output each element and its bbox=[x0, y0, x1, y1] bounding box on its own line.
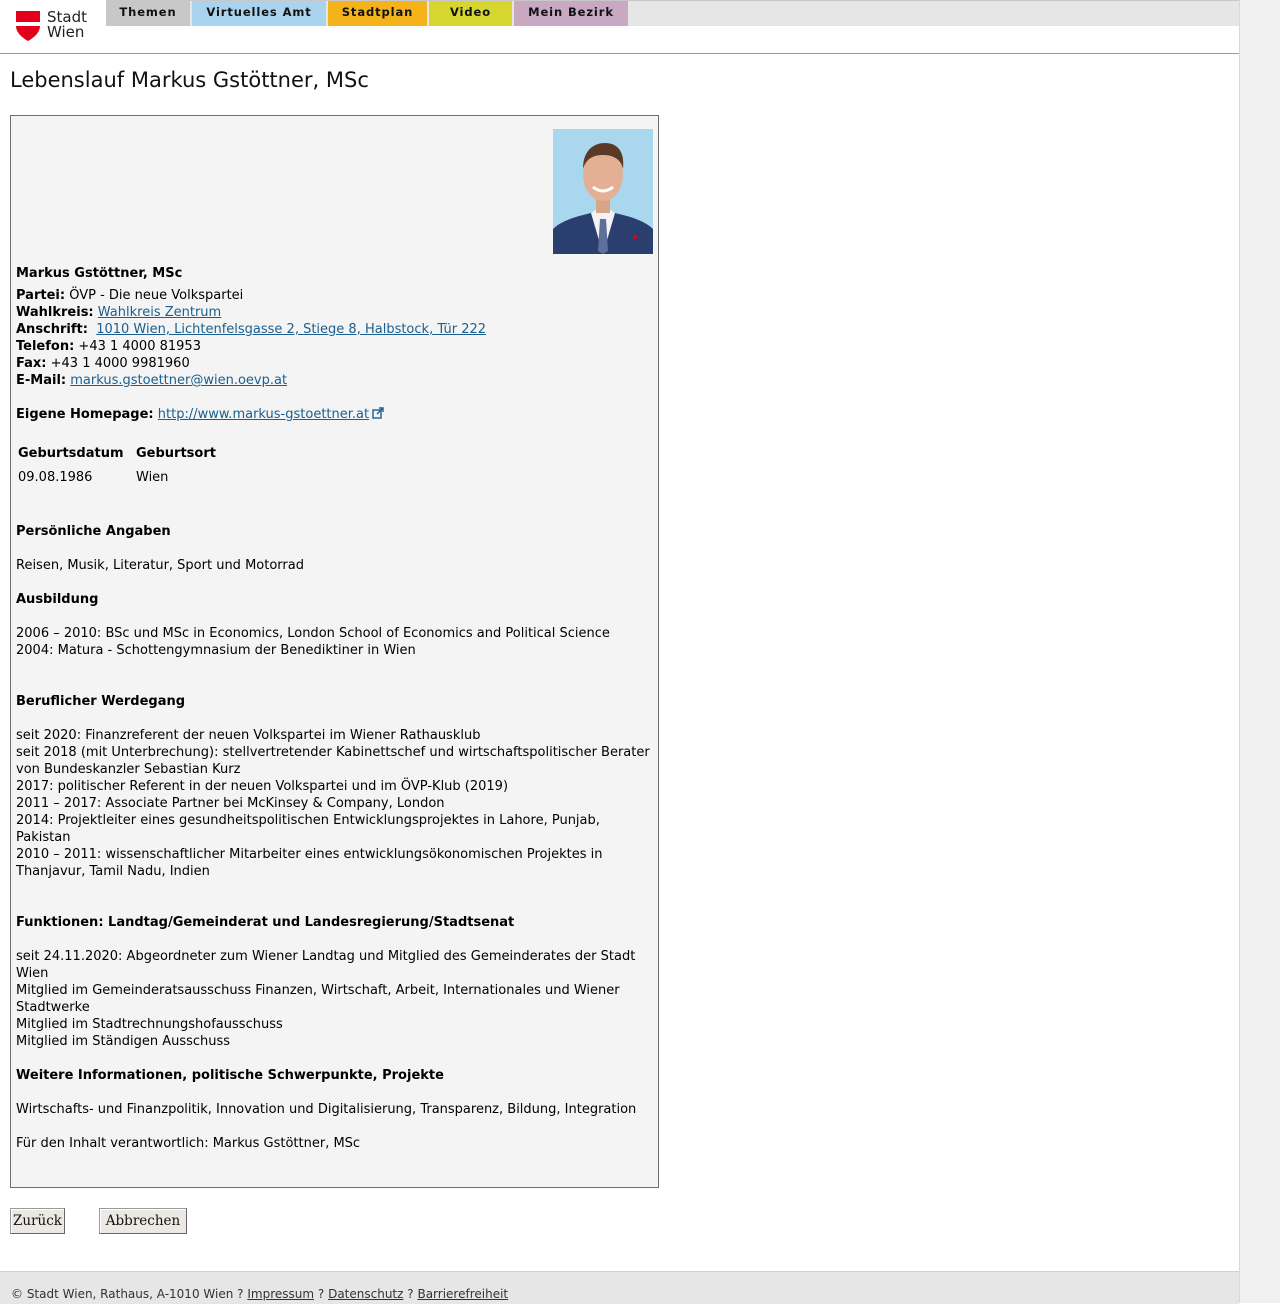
ausbildung-item: 2006 – 2010: BSc und MSc in Economics, London School of Economics and Political Science bbox=[16, 626, 610, 641]
table-cell-geburtsdatum: 09.08.1986 bbox=[18, 470, 93, 485]
funktion-item: seit 24.11.2020: Abgeordneter zum Wiener Landtag und Mitglied des Gemeinderates der Stadt Wien bbox=[16, 949, 636, 981]
email-link[interactable]: markus.gstoettner@wien.oevp.at bbox=[70, 373, 288, 388]
barrierefreiheit-link[interactable]: Barrierefreiheit bbox=[417, 1287, 509, 1301]
verantwortlich-text: Für den Inhalt verantwortlich: Markus Gstöttner, MSc bbox=[16, 1136, 361, 1151]
telefon-label: Telefon: bbox=[16, 339, 75, 354]
beruf-item: 2017: politischer Referent in der neuen Volkspartei und im ÖVP-Klub (2019) bbox=[16, 779, 509, 794]
wahlkreis-row bbox=[16, 304, 221, 321]
funktion-item: Mitglied im Ständigen Ausschuss bbox=[16, 1034, 231, 1049]
telefon-value: +43 1 4000 81953 bbox=[78, 339, 201, 354]
logo-text: Stadt Wien bbox=[47, 8, 87, 41]
anschrift-label: Anschrift: bbox=[16, 322, 88, 337]
nav-tab-virtuelles-amt[interactable]: Virtuelles Amt bbox=[192, 1, 326, 26]
site-footer bbox=[0, 1271, 1239, 1304]
section-title-weitere: Weitere Informationen, politische Schwerpunkte, Projekte bbox=[16, 1068, 444, 1083]
homepage-label: Eigene Homepage: bbox=[16, 407, 154, 422]
profile-name: Markus Gstöttner, MSc bbox=[16, 266, 183, 281]
section-title-ausbildung: Ausbildung bbox=[16, 592, 99, 607]
section-title-persoenlich: Persönliche Angaben bbox=[16, 524, 171, 539]
beruf-item: 2014: Projektleiter eines gesundheitspolitischen Entwicklungsprojektes in Lahore, Punjab, Pakistan bbox=[16, 813, 600, 845]
section-text-weitere: Wirtschafts- und Finanzpolitik, Innovation und Digitalisierung, Transparenz, Bildung, Integration bbox=[16, 1102, 637, 1117]
page-title: Lebenslauf Markus Gstöttner, MSc bbox=[10, 68, 369, 92]
ausbildung-item: 2004: Matura - Schottengymnasium der Benediktiner in Wien bbox=[16, 643, 416, 658]
wahlkreis-link[interactable]: Wahlkreis Zentrum bbox=[97, 305, 222, 320]
nav-tab-stadtplan[interactable]: Stadtplan bbox=[328, 1, 427, 26]
main-navigation bbox=[106, 1, 630, 26]
external-link-icon bbox=[372, 407, 384, 419]
homepage-link[interactable]: http://www.markus-gstoettner.at bbox=[157, 407, 370, 422]
telefon-row bbox=[16, 338, 201, 355]
cancel-button[interactable]: Abbrechen bbox=[99, 1208, 187, 1234]
table-header-geburtsort: Geburtsort bbox=[136, 446, 216, 461]
section-title-beruf: Beruflicher Werdegang bbox=[16, 694, 186, 709]
partei-value: ÖVP - Die neue Volkspartei bbox=[69, 288, 244, 303]
anschrift-row bbox=[16, 321, 486, 338]
anschrift-link[interactable]: 1010 Wien, Lichtenfelsgasse 2, Stiege 8, Halbstock, Tür 222 bbox=[96, 322, 487, 337]
back-button[interactable]: Zurück bbox=[10, 1208, 65, 1234]
site-header bbox=[0, 0, 1239, 54]
datenschutz-link[interactable]: Datenschutz bbox=[328, 1287, 404, 1301]
partei-label: Partei: bbox=[16, 288, 66, 303]
fax-row bbox=[16, 355, 190, 372]
portrait-photo bbox=[553, 129, 653, 254]
footer-separator: ? bbox=[407, 1287, 414, 1301]
wahlkreis-label: Wahlkreis: bbox=[16, 305, 94, 320]
section-text-persoenlich: Reisen, Musik, Literatur, Sport und Motorrad bbox=[16, 558, 304, 573]
partei-row bbox=[16, 287, 243, 304]
funktion-item: Mitglied im Stadtrechnungshofausschuss bbox=[16, 1017, 283, 1032]
beruf-item: seit 2018 (mit Unterbrechung): stellvertretender Kabinettschef und wirtschaftspolitischer Berater von Bundeskanzler Sebastian Kurz bbox=[16, 745, 650, 777]
table-cell-geburtsort: Wien bbox=[136, 470, 169, 485]
email-row bbox=[16, 372, 287, 389]
email-label: E-Mail: bbox=[16, 373, 67, 388]
profile-box bbox=[10, 115, 659, 1188]
footer-separator: ? bbox=[237, 1287, 244, 1301]
footer-copyright: © Stadt Wien, Rathaus, A-1010 Wien bbox=[11, 1287, 234, 1301]
nav-tab-mein-bezirk[interactable]: Mein Bezirk bbox=[514, 1, 628, 26]
window-scroll-area bbox=[1239, 0, 1280, 1303]
table-header-geburtsdatum: Geburtsdatum bbox=[18, 446, 124, 461]
fax-value: +43 1 4000 9981960 bbox=[50, 356, 190, 371]
footer-separator: ? bbox=[317, 1287, 325, 1301]
beruf-item: seit 2020: Finanzreferent der neuen Volkspartei im Wiener Rathausklub bbox=[16, 728, 481, 743]
nav-tab-video[interactable]: Video bbox=[429, 1, 512, 26]
wien-shield-icon bbox=[16, 11, 40, 41]
section-title-funktionen: Funktionen: Landtag/Gemeinderat und Landesregierung/Stadtsenat bbox=[16, 915, 515, 930]
beruf-item: 2011 – 2017: Associate Partner bei McKinsey & Company, London bbox=[16, 796, 445, 811]
nav-tab-themen[interactable]: Themen bbox=[106, 1, 190, 26]
homepage-row bbox=[16, 406, 384, 423]
funktion-item: Mitglied im Gemeinderatsausschuss Finanzen, Wirtschaft, Arbeit, Internationales und Wiener Stadtwerke bbox=[16, 983, 620, 1015]
footer-text bbox=[11, 1287, 508, 1301]
impressum-link[interactable]: Impressum bbox=[247, 1287, 315, 1301]
beruf-item: 2010 – 2011: wissenschaftlicher Mitarbeiter eines entwicklungsökonomischen Projektes in Thanjavur, Tamil Nadu, Indien bbox=[16, 847, 603, 879]
stadt-wien-logo[interactable] bbox=[16, 10, 96, 44]
fax-label: Fax: bbox=[16, 356, 47, 371]
